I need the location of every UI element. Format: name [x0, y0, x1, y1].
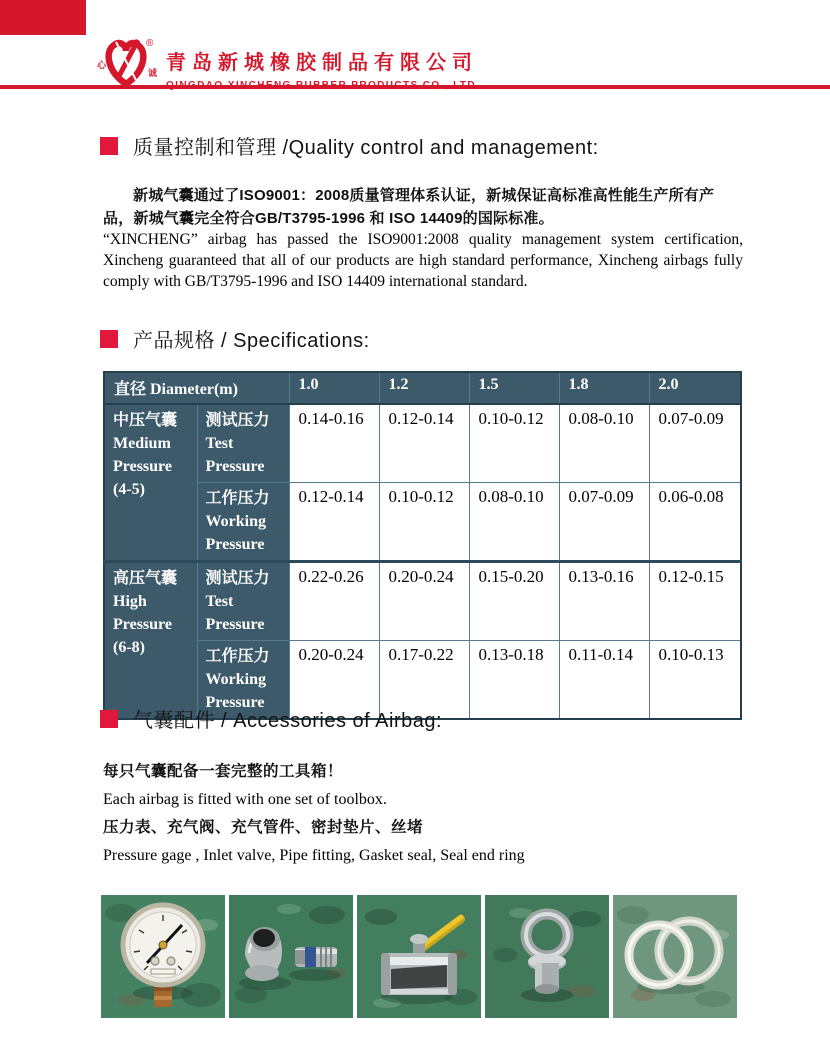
red-square-bullet-icon [100, 330, 118, 348]
accessories-photo-strip [101, 895, 737, 1018]
section-specs-title [100, 324, 370, 353]
red-square-bullet-icon [100, 710, 118, 728]
pressure-value-cell: 0.08-0.10 [559, 404, 649, 483]
logo-char-left: 心 [97, 60, 107, 70]
quality-paragraph-en: “XINCHENG” airbag has passed the ISO9001:2008 quality management system certification, Xincheng guaranteed that all of our products are high standard performance, Xincheng airbags fully comply with GB/T3795-1996 and ISO 14409 international standard. [103, 231, 743, 290]
pressure-value-cell: 0.14-0.16 [289, 404, 379, 483]
pressure-value-cell: 0.10-0.13 [649, 641, 741, 720]
quality-paragraph-cn: 新城气囊通过了ISO9001：2008质量管理体系认证，新城保证高标准高性能生产所有产品，新城气囊完全符合GB/T3795-1996 和 ISO 14409的国际标准。 [103, 187, 715, 227]
diameter-value-header: 1.0 [289, 372, 379, 404]
pressure-value-cell: 0.13-0.16 [559, 562, 649, 641]
pressure-value-cell: 0.20-0.24 [379, 562, 469, 641]
table-row [104, 562, 741, 641]
photo-pressure-gauge [101, 895, 225, 1018]
section-title-text: 质量控制和管理 /Quality control and management: [133, 137, 599, 159]
company-name-cn: 青岛新城橡胶制品有限公司 [166, 52, 478, 74]
accessories-items-en: Pressure gage , Inlet valve, Pipe fitting, Gasket seal, Seal end ring [103, 847, 525, 864]
accessories-text-block [103, 762, 743, 874]
accessories-items-cn: 压力表、充气阀、充气管件、密封垫片、丝堵 [103, 819, 424, 836]
red-square-bullet-icon [100, 137, 118, 155]
section-quality-title [100, 131, 599, 160]
accessories-intro-en: Each airbag is fitted with one set of toolbox. [103, 791, 387, 808]
diameter-header-cell: 直径 Diameter(m) [104, 372, 289, 404]
pressure-value-cell: 0.07-0.09 [649, 404, 741, 483]
photo-eye-bolt [485, 895, 609, 1018]
row-label-test-pressure: 测试压力 Test Pressure [197, 562, 289, 641]
pressure-value-cell: 0.10-0.12 [379, 483, 469, 562]
pressure-value-cell: 0.10-0.12 [469, 404, 559, 483]
diameter-value-header: 2.0 [649, 372, 741, 404]
pressure-value-cell: 0.17-0.22 [379, 641, 469, 720]
group-high-pressure-cell: 高压气囊 High Pressure (6-8) [104, 562, 197, 720]
section-title-text: 气囊配件 / Accessories of Airbag: [133, 710, 443, 732]
accessories-intro-cn: 每只气囊配备一套完整的工具箱！ [103, 763, 344, 780]
pressure-value-cell: 0.12-0.14 [379, 404, 469, 483]
pressure-value-cell: 0.11-0.14 [559, 641, 649, 720]
photo-gasket-rings [613, 895, 737, 1018]
pressure-value-cell: 0.13-0.18 [469, 641, 559, 720]
photo-inlet-valve [229, 895, 353, 1018]
table-header-row [104, 372, 741, 404]
company-name-en: QINGDAO XINCHENG RUBBER PRODUCTS CO., LTD [166, 80, 476, 91]
pressure-value-cell: 0.15-0.20 [469, 562, 559, 641]
pressure-value-cell: 0.08-0.10 [469, 483, 559, 562]
pressure-value-cell: 0.06-0.08 [649, 483, 741, 562]
section-accessories-title [100, 704, 442, 733]
company-name-block [166, 46, 478, 91]
section-title-text: 产品规格 / Specifications: [133, 330, 370, 352]
table-row [104, 483, 741, 562]
company-logo-heart-icon [96, 34, 158, 90]
row-label-working-pressure: 工作压力 Working Pressure [197, 641, 289, 720]
pressure-value-cell: 0.20-0.24 [289, 641, 379, 720]
photo-ball-valve [357, 895, 481, 1018]
pressure-value-cell: 0.07-0.09 [559, 483, 649, 562]
diameter-value-header: 1.2 [379, 372, 469, 404]
row-label-working-pressure: 工作压力 Working Pressure [197, 483, 289, 562]
diameter-value-header: 1.5 [469, 372, 559, 404]
pressure-value-cell: 0.12-0.14 [289, 483, 379, 562]
pressure-value-cell: 0.22-0.26 [289, 562, 379, 641]
specifications-table [103, 371, 742, 720]
pressure-value-cell: 0.12-0.15 [649, 562, 741, 641]
group-medium-pressure-cell: 中压气囊 Medium Pressure (4-5) [104, 404, 197, 562]
registered-mark-icon: ® [146, 38, 154, 49]
diameter-value-header: 1.8 [559, 372, 649, 404]
table-row [104, 404, 741, 483]
logo-char-right: 诚 [148, 68, 158, 78]
row-label-test-pressure: 测试压力 Test Pressure [197, 404, 289, 483]
header-red-block [0, 0, 86, 35]
